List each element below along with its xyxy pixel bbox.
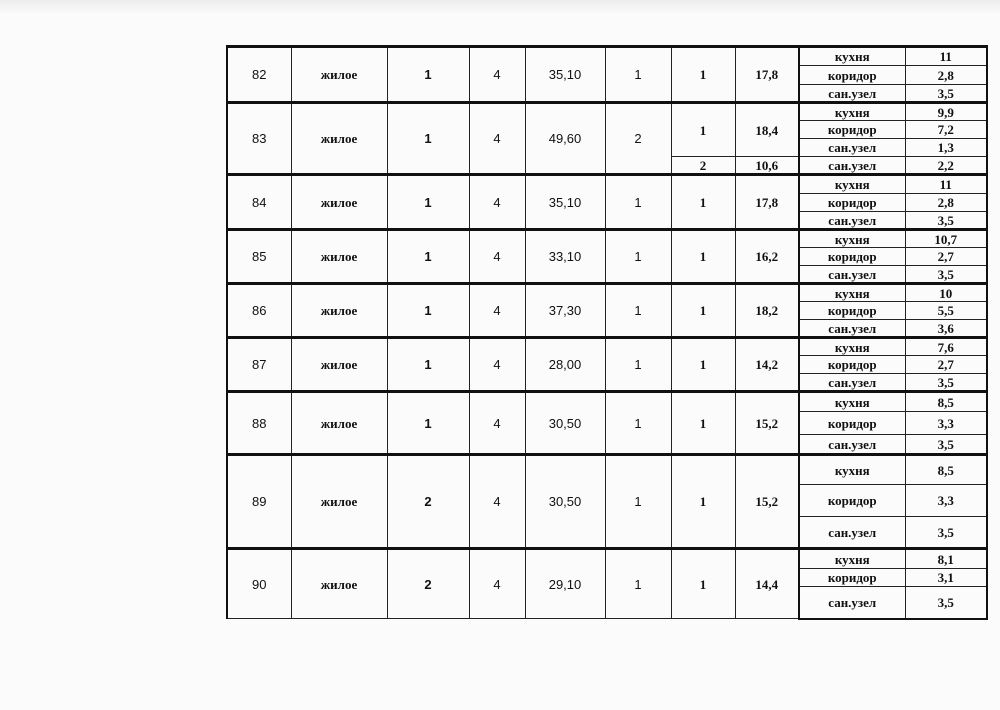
aux-room-name: коридор: [799, 194, 905, 212]
apartment-number: 83: [227, 103, 291, 175]
table-row: [227, 175, 987, 194]
aux-room-name: сан.узел: [799, 212, 905, 230]
aux-room-area: 2,8: [905, 194, 987, 212]
aux-room-name: коридор: [799, 302, 905, 320]
aux-room-name: сан.узел: [799, 157, 905, 175]
premises-type: жилое: [291, 549, 387, 619]
aux-room-area: 10: [905, 284, 987, 302]
aux-room-name: коридор: [799, 66, 905, 85]
aux-room-name: сан.узел: [799, 85, 905, 103]
floor: 4: [469, 392, 525, 455]
aux-room-area: 3,5: [905, 435, 987, 455]
living-room-area: 17,8: [735, 175, 799, 230]
aux-room-name: кухня: [799, 338, 905, 356]
aux-room-area: 8,5: [905, 455, 987, 485]
aux-room-area: 8,5: [905, 392, 987, 412]
table-row: [227, 47, 987, 66]
aux-room-area: 2,8: [905, 66, 987, 85]
total-area: 35,10: [525, 47, 605, 103]
aux-room-area: 3,6: [905, 320, 987, 338]
table-row: [227, 392, 987, 412]
living-room-number: 1: [671, 549, 735, 619]
aux-room-name: кухня: [799, 549, 905, 569]
aux-room-area: 5,5: [905, 302, 987, 320]
aux-room-name: сан.узел: [799, 587, 905, 619]
aux-room-name: сан.узел: [799, 266, 905, 284]
rooms-count: 2: [387, 455, 469, 549]
aux-room-name: сан.узел: [799, 517, 905, 549]
aux-room-name: кухня: [799, 175, 905, 194]
aux-room-area: 1,3: [905, 139, 987, 157]
apartment-number: 90: [227, 549, 291, 619]
aux-room-name: кухня: [799, 47, 905, 66]
floor: 4: [469, 455, 525, 549]
total-area: 37,30: [525, 284, 605, 338]
living-room-area: 10,6: [735, 157, 799, 175]
premises-type: жилое: [291, 284, 387, 338]
aux-room-name: кухня: [799, 284, 905, 302]
rooms-count: 1: [387, 103, 469, 175]
aux-room-area: 3,3: [905, 485, 987, 517]
premises-type: жилое: [291, 392, 387, 455]
aux-room-name: сан.узел: [799, 320, 905, 338]
living-rooms-count: 1: [605, 455, 671, 549]
total-area: 30,50: [525, 392, 605, 455]
total-area: 33,10: [525, 230, 605, 284]
aux-room-area: 3,5: [905, 374, 987, 392]
aux-room-name: кухня: [799, 230, 905, 248]
total-area: 35,10: [525, 175, 605, 230]
aux-room-area: 3,5: [905, 517, 987, 549]
living-room-area: 15,2: [735, 392, 799, 455]
aux-room-area: 8,1: [905, 549, 987, 569]
total-area: 29,10: [525, 549, 605, 619]
table-row: [227, 230, 987, 248]
apartment-number: 89: [227, 455, 291, 549]
rooms-count: 1: [387, 175, 469, 230]
premises-type: жилое: [291, 230, 387, 284]
aux-room-name: сан.узел: [799, 435, 905, 455]
aux-room-area: 3,5: [905, 587, 987, 619]
rooms-count: 1: [387, 47, 469, 103]
apartment-number: 86: [227, 284, 291, 338]
living-room-number: 1: [671, 230, 735, 284]
aux-room-name: коридор: [799, 248, 905, 266]
living-room-number: 1: [671, 392, 735, 455]
aux-room-name: коридор: [799, 485, 905, 517]
premises-type: жилое: [291, 47, 387, 103]
table-row: [227, 338, 987, 356]
living-room-area: 16,2: [735, 230, 799, 284]
aux-room-name: кухня: [799, 392, 905, 412]
aux-room-area: 11: [905, 175, 987, 194]
living-rooms-count: 1: [605, 392, 671, 455]
total-area: 30,50: [525, 455, 605, 549]
living-room-area: 14,4: [735, 549, 799, 619]
floor: 4: [469, 47, 525, 103]
living-rooms-count: 1: [605, 284, 671, 338]
apartment-number: 88: [227, 392, 291, 455]
living-room-number: 1: [671, 103, 735, 157]
living-rooms-count: 1: [605, 175, 671, 230]
aux-room-name: коридор: [799, 121, 905, 139]
living-room-area: 14,2: [735, 338, 799, 392]
rooms-count: 1: [387, 284, 469, 338]
rooms-count: 1: [387, 230, 469, 284]
floor: 4: [469, 549, 525, 619]
floor: 4: [469, 103, 525, 175]
aux-room-area: 9,9: [905, 103, 987, 121]
total-area: 49,60: [525, 103, 605, 175]
apartment-number: 87: [227, 338, 291, 392]
rooms-count: 1: [387, 338, 469, 392]
aux-room-area: 2,7: [905, 248, 987, 266]
living-rooms-count: 1: [605, 549, 671, 619]
floor: 4: [469, 175, 525, 230]
living-rooms-count: 1: [605, 47, 671, 103]
living-room-number: 1: [671, 47, 735, 103]
living-room-area: 15,2: [735, 455, 799, 549]
aux-room-area: 3,3: [905, 412, 987, 435]
apartment-number: 85: [227, 230, 291, 284]
living-rooms-count: 1: [605, 230, 671, 284]
aux-room-area: 3,5: [905, 212, 987, 230]
living-room-number: 1: [671, 338, 735, 392]
living-room-number: 1: [671, 175, 735, 230]
total-area: 28,00: [525, 338, 605, 392]
aux-room-area: 3,5: [905, 266, 987, 284]
living-room-number: 2: [671, 157, 735, 175]
aux-room-name: кухня: [799, 455, 905, 485]
aux-room-name: кухня: [799, 103, 905, 121]
living-rooms-count: 1: [605, 338, 671, 392]
aux-room-name: коридор: [799, 569, 905, 587]
aux-room-area: 10,7: [905, 230, 987, 248]
aux-room-name: коридор: [799, 412, 905, 435]
apartment-number: 84: [227, 175, 291, 230]
apartments-table: [226, 45, 988, 620]
living-room-area: 18,2: [735, 284, 799, 338]
premises-type: жилое: [291, 338, 387, 392]
rooms-count: 1: [387, 392, 469, 455]
aux-room-area: 3,1: [905, 569, 987, 587]
scan-edge: [0, 0, 1000, 14]
table-row: [227, 455, 987, 485]
aux-room-name: коридор: [799, 356, 905, 374]
premises-type: жилое: [291, 103, 387, 175]
premises-type: жилое: [291, 455, 387, 549]
rooms-count: 2: [387, 549, 469, 619]
floor: 4: [469, 284, 525, 338]
living-room-number: 1: [671, 455, 735, 549]
living-room-area: 18,4: [735, 103, 799, 157]
aux-room-name: сан.узел: [799, 139, 905, 157]
table-row: [227, 284, 987, 302]
aux-room-area: 3,5: [905, 85, 987, 103]
aux-room-area: 7,6: [905, 338, 987, 356]
aux-room-area: 2,7: [905, 356, 987, 374]
aux-room-area: 2,2: [905, 157, 987, 175]
aux-room-area: 11: [905, 47, 987, 66]
aux-room-name: сан.узел: [799, 374, 905, 392]
floor: 4: [469, 338, 525, 392]
living-rooms-count: 2: [605, 103, 671, 175]
apartment-number: 82: [227, 47, 291, 103]
table-row: [227, 549, 987, 569]
aux-room-area: 7,2: [905, 121, 987, 139]
living-room-number: 1: [671, 284, 735, 338]
floor: 4: [469, 230, 525, 284]
table-row: [227, 103, 987, 121]
premises-type: жилое: [291, 175, 387, 230]
living-room-area: 17,8: [735, 47, 799, 103]
